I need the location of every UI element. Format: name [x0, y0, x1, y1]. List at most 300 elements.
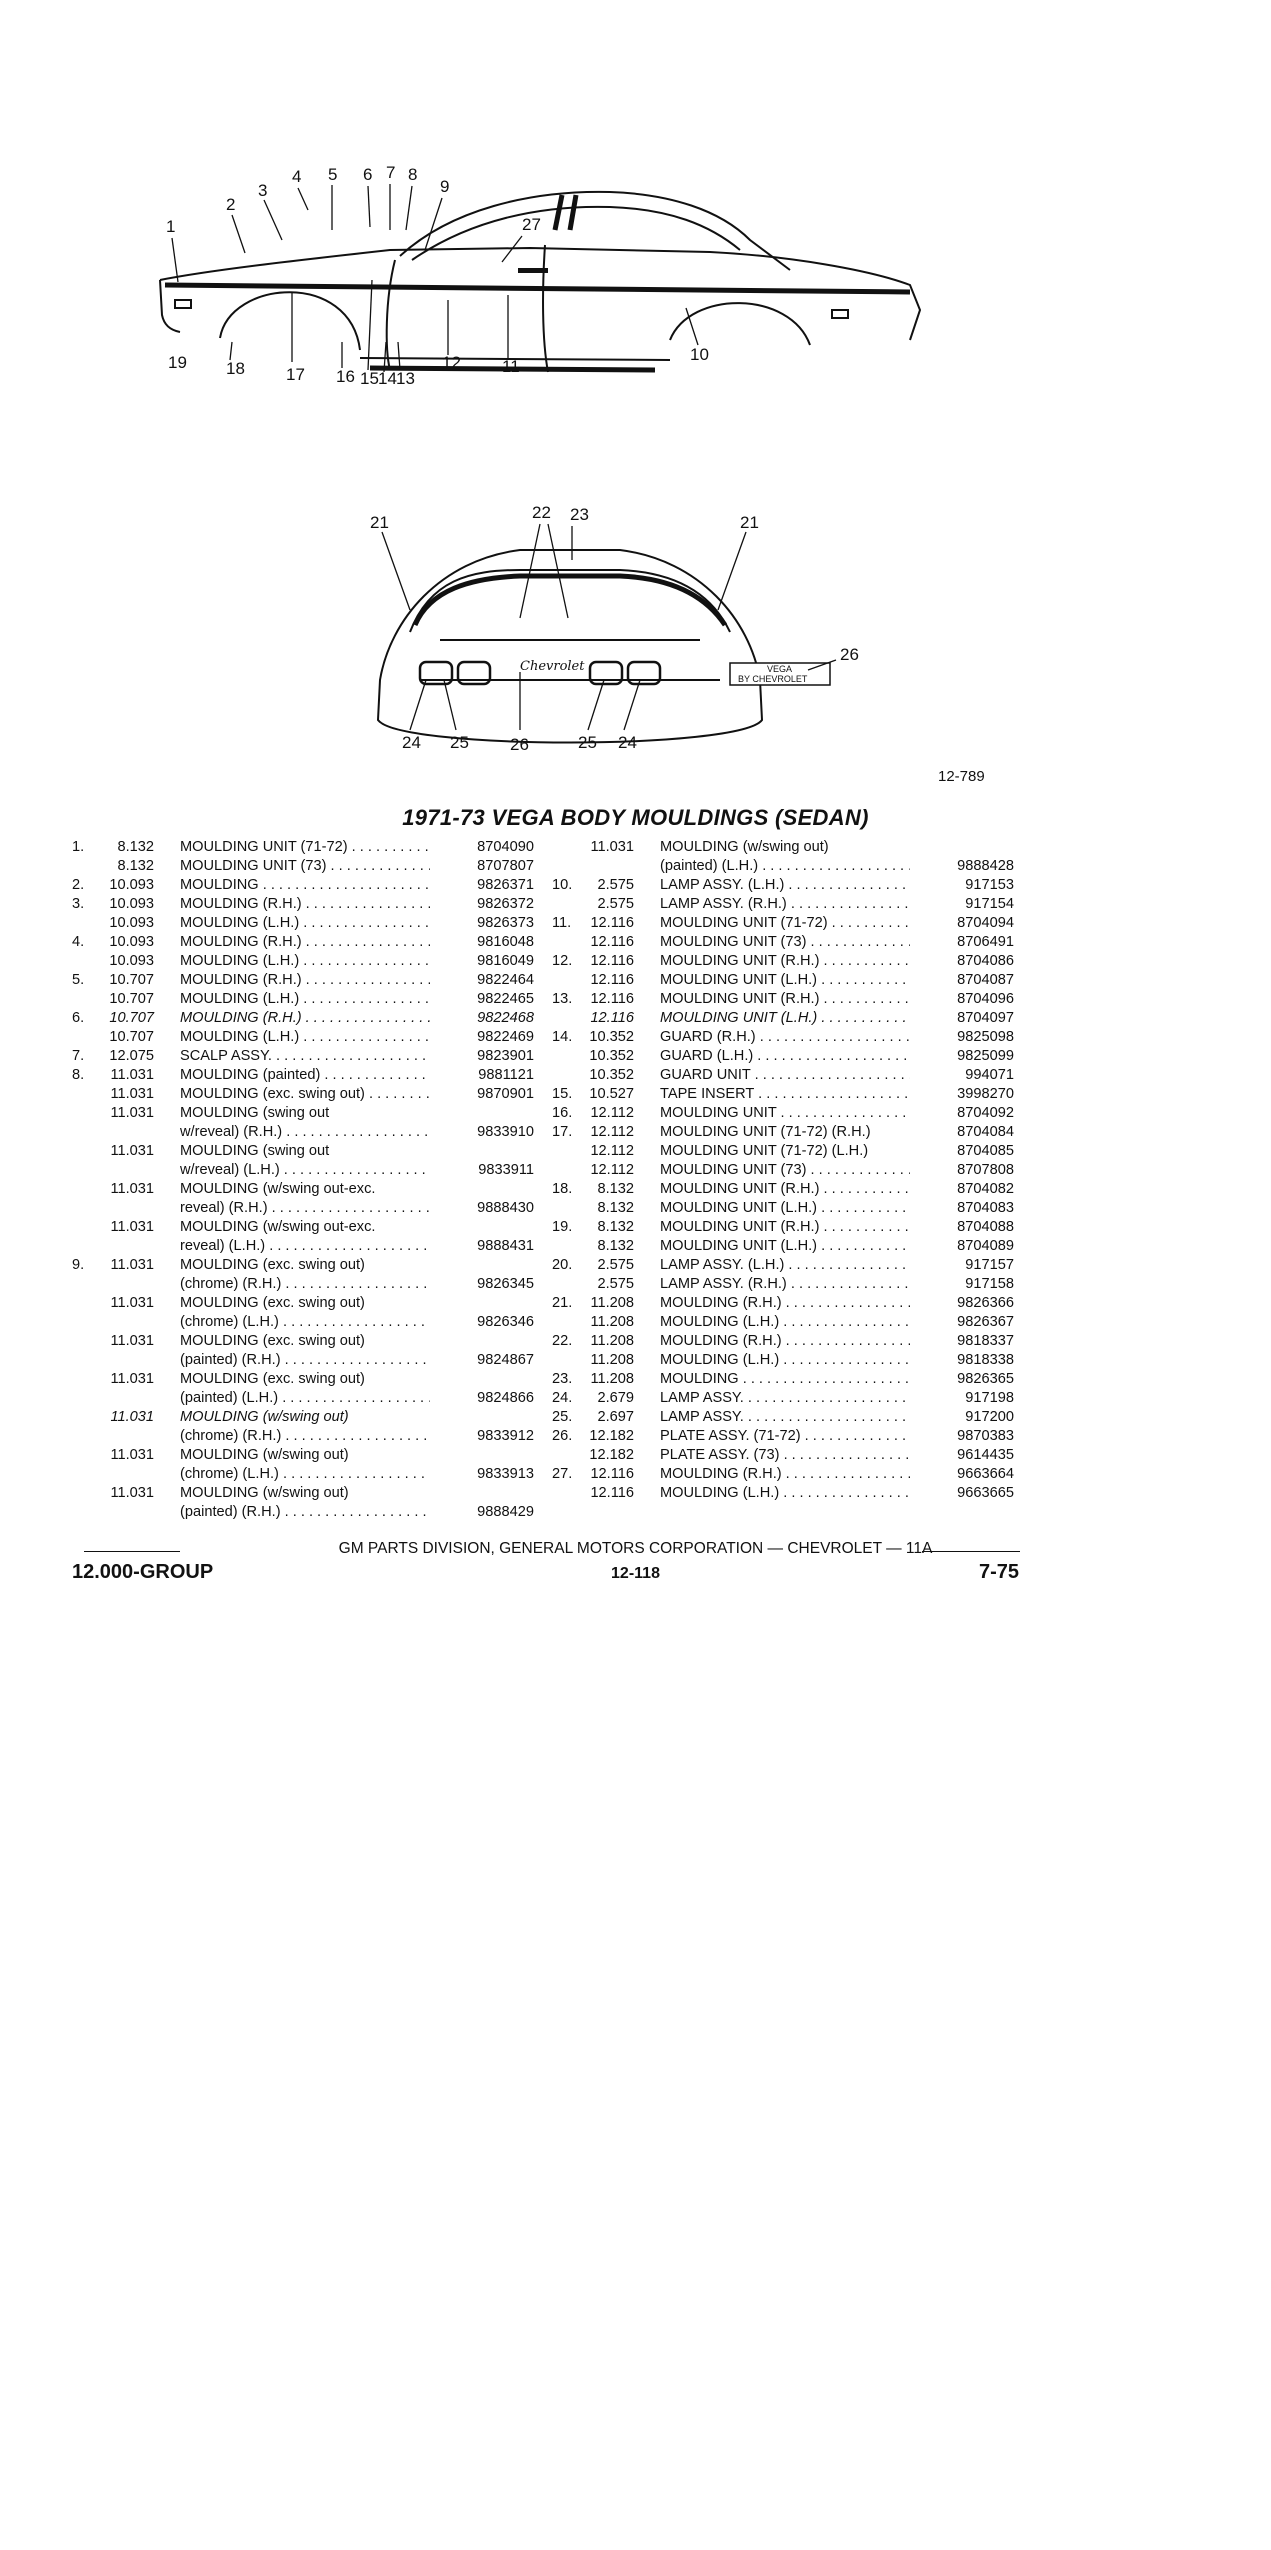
parts-row [72, 876, 534, 895]
parts-row [72, 895, 534, 914]
part-number: 9663665 [957, 1485, 1014, 1501]
group-number: 10.707 [109, 1029, 154, 1045]
group-number: 11.031 [590, 839, 634, 855]
part-description: MOULDING (L.H.) . . . [660, 1484, 910, 1503]
item-number: 6. [72, 1010, 85, 1026]
part-description: MOULDING (L.H.) . . . [180, 952, 430, 971]
group-number: 12.116 [590, 1010, 634, 1026]
part-description: MOULDING . . . [660, 1370, 910, 1389]
part-description: MOULDING (swing out [180, 1105, 330, 1121]
parts-row [552, 1218, 1014, 1237]
part-number: 9870383 [957, 1428, 1014, 1444]
part-number: 8704082 [957, 1181, 1014, 1197]
part-description: MOULDING (R.H.) . . . [660, 1465, 910, 1484]
part-number: 9818338 [957, 1352, 1014, 1368]
parts-row [72, 1028, 534, 1047]
side-callout: 10 [690, 345, 709, 364]
rear-callout: 22 [532, 503, 551, 522]
part-description: MOULDING (exc. swing out) [180, 1257, 365, 1273]
parts-row [72, 1123, 534, 1142]
item-number: 3. [72, 896, 85, 912]
part-number: 9816049 [477, 953, 534, 969]
parts-row [552, 990, 1014, 1009]
part-description: MOULDING UNIT (71-72) . . . [180, 838, 430, 857]
parts-row [72, 914, 534, 933]
parts-row [552, 914, 1014, 933]
group-number: 12.112 [590, 1124, 634, 1140]
item-number: 22. [552, 1333, 573, 1349]
side-callout: 4 [292, 167, 302, 186]
side-callout: 19 [168, 353, 187, 372]
item-number: 12. [552, 953, 573, 969]
footer-division: GM PARTS DIVISION, GENERAL MOTORS CORPORATION — CHEVROLET — 11A [338, 1540, 933, 1557]
side-callout: 16 [336, 367, 355, 386]
parts-row [552, 1142, 1014, 1161]
rear-callout: 26 [510, 735, 529, 754]
group-number: 10.093 [109, 915, 154, 931]
part-number: 9825098 [957, 1029, 1014, 1045]
parts-row [552, 1332, 1014, 1351]
part-description: MOULDING UNIT (73) . . . [660, 1161, 910, 1180]
item-number: 16. [552, 1105, 573, 1121]
parts-row [72, 1161, 534, 1180]
item-number: 17. [552, 1124, 573, 1140]
side-callout: 6 [363, 165, 373, 184]
side-callout: 1 [166, 217, 176, 236]
group-number: 10.352 [589, 1048, 634, 1064]
parts-row [72, 838, 534, 857]
part-description: GUARD (R.H.) . . . [660, 1028, 910, 1047]
part-number: 8704085 [957, 1143, 1014, 1159]
part-number: 994071 [965, 1067, 1014, 1083]
group-number: 2.575 [597, 1276, 634, 1292]
figure-reference-code: 12-789 [938, 768, 985, 785]
parts-row [72, 1275, 534, 1294]
part-number: 9881121 [478, 1067, 534, 1083]
group-number: 11.208 [590, 1333, 634, 1349]
part-number: 9826365 [957, 1371, 1014, 1387]
group-number: 12.112 [590, 1143, 634, 1159]
part-description: reveal) (L.H.) . . . [180, 1237, 430, 1256]
parts-row [72, 1408, 534, 1427]
parts-row [72, 1104, 534, 1123]
parts-row [552, 1047, 1014, 1066]
group-number: 11.208 [590, 1314, 634, 1330]
group-number: 11.208 [590, 1371, 634, 1387]
part-number: 3998270 [957, 1086, 1014, 1102]
parts-row [72, 1142, 534, 1161]
parts-row [552, 1313, 1014, 1332]
group-number: 2.575 [597, 1257, 634, 1273]
part-description: MOULDING (R.H.) . . . [660, 1294, 910, 1313]
part-description: MOULDING (R.H.) . . . [180, 933, 430, 952]
parts-row [552, 1370, 1014, 1389]
part-description: MOULDING . . . [180, 876, 430, 895]
part-number: 8704097 [957, 1010, 1014, 1026]
part-number: 8704089 [957, 1238, 1014, 1254]
parts-row [552, 1009, 1014, 1028]
part-number: 917200 [965, 1409, 1014, 1425]
group-number: 11.031 [110, 1257, 154, 1273]
group-number: 12.112 [590, 1105, 634, 1121]
parts-row [72, 1066, 534, 1085]
part-description: reveal) (R.H.) . . . [180, 1199, 430, 1218]
part-description: MOULDING UNIT (71-72) . . . [660, 914, 910, 933]
part-description: MOULDING (w/swing out) [660, 839, 829, 855]
plate-line-2: BY CHEVROLET [738, 674, 808, 684]
side-callout: 2 [226, 195, 236, 214]
group-number: 10.707 [109, 972, 154, 988]
parts-row [72, 1180, 534, 1199]
part-description: (chrome) (L.H.) . . . [180, 1313, 430, 1332]
item-number: 9. [72, 1257, 85, 1273]
item-number: 7. [72, 1048, 85, 1064]
part-number: 8704086 [957, 953, 1014, 969]
part-number: 9822468 [477, 1010, 534, 1026]
group-number: 12.075 [109, 1048, 154, 1064]
part-description: MOULDING (exc. swing out) [180, 1371, 365, 1387]
parts-row [552, 1028, 1014, 1047]
part-number: 9816048 [477, 934, 534, 950]
part-description: LAMP ASSY. (L.H.) . . . [660, 876, 910, 895]
item-number: 5. [72, 972, 85, 988]
part-description: MOULDING (R.H.) . . . [180, 971, 430, 990]
parts-row [552, 876, 1014, 895]
side-callout: 9 [440, 177, 450, 196]
part-number: 8704088 [957, 1219, 1014, 1235]
group-number: 11.031 [110, 1086, 154, 1102]
part-description: TAPE INSERT . . . [660, 1085, 910, 1104]
parts-row [72, 1465, 534, 1484]
part-description: LAMP ASSY. (L.H.) . . . [660, 1256, 910, 1275]
part-number: 9822464 [477, 972, 534, 988]
part-description: MOULDING UNIT (R.H.) . . . [660, 990, 910, 1009]
group-number: 8.132 [597, 1200, 634, 1216]
group-number: 8.132 [597, 1238, 634, 1254]
side-callout: 13 [396, 369, 415, 388]
item-number: 8. [72, 1067, 85, 1083]
group-number: 10.093 [109, 953, 154, 969]
parts-row [552, 1294, 1014, 1313]
group-number: 2.679 [597, 1390, 634, 1406]
part-number: 9870901 [477, 1086, 534, 1102]
group-number: 12.116 [590, 972, 634, 988]
rear-callout: 21 [370, 513, 389, 532]
part-description: LAMP ASSY. (R.H.) . . . [660, 1275, 910, 1294]
parts-list-right [552, 838, 1014, 1503]
part-description: MOULDING (exc. swing out) [180, 1333, 365, 1349]
item-number: 25. [552, 1409, 573, 1425]
part-description: LAMP ASSY. . . . [660, 1389, 910, 1408]
part-number: 8704096 [957, 991, 1014, 1007]
part-number: 917154 [965, 896, 1014, 912]
part-number: 9826346 [477, 1314, 534, 1330]
rear-callout: 24 [618, 733, 637, 752]
parts-row [72, 1370, 534, 1389]
part-number: 917158 [965, 1276, 1014, 1292]
footer-date: 7-75 [978, 1561, 1019, 1583]
parts-row [552, 1104, 1014, 1123]
parts-row [552, 838, 1014, 857]
part-number: 9822469 [477, 1029, 534, 1045]
parts-row [552, 1408, 1014, 1427]
parts-row [72, 1047, 534, 1066]
group-number: 10.352 [589, 1029, 634, 1045]
parts-row [72, 990, 534, 1009]
item-number: 1. [72, 839, 85, 855]
rear-callout: 25 [578, 733, 597, 752]
parts-row [72, 1446, 534, 1465]
part-number: 9833913 [477, 1466, 534, 1482]
part-number: 9824867 [477, 1352, 534, 1368]
parts-row [72, 1503, 534, 1522]
parts-row [552, 1199, 1014, 1218]
part-number: 8704092 [957, 1105, 1014, 1121]
parts-row [72, 857, 534, 876]
part-description: MOULDING (w/swing out) [180, 1409, 349, 1425]
part-description: MOULDING (L.H.) . . . [180, 990, 430, 1009]
parts-row [72, 1294, 534, 1313]
item-number: 21. [552, 1295, 573, 1311]
part-description: MOULDING UNIT (73) . . . [180, 857, 430, 876]
parts-row [552, 1123, 1014, 1142]
part-description: MOULDING (L.H.) . . . [180, 1028, 430, 1047]
side-view-diagram [150, 110, 950, 470]
part-description: (painted) (R.H.) . . . [180, 1503, 430, 1522]
side-callout: 15 [360, 369, 379, 388]
group-number: 12.116 [590, 953, 634, 969]
part-description: MOULDING (R.H.) . . . [180, 1009, 430, 1028]
part-description: (chrome) (R.H.) . . . [180, 1275, 430, 1294]
page-title: 1971-73 VEGA BODY MOULDINGS (SEDAN) [402, 805, 869, 830]
parts-row [552, 1275, 1014, 1294]
part-number: 9822465 [477, 991, 534, 1007]
group-number: 8.132 [597, 1181, 634, 1197]
part-description: (painted) (L.H.) . . . [180, 1389, 430, 1408]
group-number: 11.031 [110, 1485, 154, 1501]
side-callout: 18 [226, 359, 245, 378]
part-number: 9888429 [477, 1504, 534, 1520]
parts-row [72, 1484, 534, 1503]
parts-row [72, 1218, 534, 1237]
parts-row [552, 1427, 1014, 1446]
part-description: MOULDING (w/swing out-exc. [180, 1181, 376, 1197]
group-number: 11.031 [110, 1333, 154, 1349]
parts-row [552, 1389, 1014, 1408]
parts-row [72, 1199, 534, 1218]
part-number: 8704084 [957, 1124, 1014, 1140]
part-number: 9826373 [477, 915, 534, 931]
part-description: GUARD (L.H.) . . . [660, 1047, 910, 1066]
part-number: 8704090 [477, 839, 534, 855]
parts-row [552, 1066, 1014, 1085]
part-number: 9663664 [957, 1466, 1014, 1482]
part-number: 8707807 [477, 858, 534, 874]
item-number: 23. [552, 1371, 573, 1387]
group-number: 12.116 [590, 1466, 634, 1482]
parts-row [552, 933, 1014, 952]
parts-list-left [72, 838, 534, 1522]
parts-row [552, 857, 1014, 876]
group-number: 8.132 [117, 858, 154, 874]
rear-callout: 21 [740, 513, 759, 532]
group-number: 10.093 [109, 934, 154, 950]
side-callout: 11 [502, 357, 520, 376]
part-number: 9826371 [477, 877, 534, 893]
part-description: MOULDING UNIT (L.H.) . . . [660, 1199, 910, 1218]
parts-row [552, 1237, 1014, 1256]
rear-callout: 26 [840, 645, 859, 664]
group-number: 11.031 [110, 1219, 154, 1235]
part-description: MOULDING (L.H.) . . . [660, 1351, 910, 1370]
item-number: 14. [552, 1029, 573, 1045]
parts-row [72, 1332, 534, 1351]
part-description: MOULDING UNIT (R.H.) . . . [660, 1180, 910, 1199]
part-number: 9818337 [957, 1333, 1014, 1349]
group-number: 12.182 [589, 1447, 634, 1463]
parts-row [552, 1085, 1014, 1104]
part-number: 9826345 [477, 1276, 534, 1292]
part-description: MOULDING (painted) . . . [180, 1066, 430, 1085]
group-number: 11.031 [110, 1295, 154, 1311]
item-number: 15. [552, 1086, 573, 1102]
group-number: 11.208 [590, 1295, 634, 1311]
side-callout: 17 [286, 365, 305, 384]
plate-line-1: VEGA [767, 664, 793, 674]
side-callout: 7 [386, 163, 396, 182]
part-description: SCALP ASSY. . . . [180, 1047, 430, 1066]
group-number: 10.093 [109, 896, 154, 912]
part-description: MOULDING UNIT (73) . . . [660, 933, 910, 952]
part-number: 8704087 [957, 972, 1014, 988]
group-number: 2.575 [597, 896, 634, 912]
part-number: 9824866 [477, 1390, 534, 1406]
part-description: MOULDING UNIT (71-72) (R.H.) [660, 1124, 871, 1140]
part-number: 9888430 [477, 1200, 534, 1216]
side-callout: 14 [378, 369, 397, 388]
side-callout: 12 [442, 353, 461, 372]
part-number: 8704083 [957, 1200, 1014, 1216]
group-number: 11.208 [590, 1352, 634, 1368]
parts-row [552, 971, 1014, 990]
part-number: 9825099 [957, 1048, 1014, 1064]
parts-row [72, 1085, 534, 1104]
parts-row [72, 1237, 534, 1256]
item-number: 19. [552, 1219, 573, 1235]
group-number: 11.031 [110, 1371, 154, 1387]
part-description: MOULDING (swing out [180, 1143, 330, 1159]
part-description: MOULDING (w/swing out) [180, 1485, 349, 1501]
rear-emblem: Chevrolet [520, 659, 585, 674]
group-number: 11.031 [110, 1447, 154, 1463]
group-number: 12.116 [590, 991, 634, 1007]
group-number: 12.182 [589, 1428, 634, 1444]
group-number: 11.031 [110, 1409, 154, 1425]
group-number: 11.031 [110, 1181, 154, 1197]
part-description: MOULDING UNIT (L.H.) . . . [660, 971, 910, 990]
part-description: LAMP ASSY. (R.H.) . . . [660, 895, 910, 914]
side-callout: 3 [258, 181, 268, 200]
part-number: 9833912 [477, 1428, 534, 1444]
part-number: 8704094 [957, 915, 1014, 931]
part-description: GUARD UNIT . . . [660, 1066, 910, 1085]
parts-row [552, 1351, 1014, 1370]
part-number: 9614435 [957, 1447, 1014, 1463]
part-description: PLATE ASSY. (73) . . . [660, 1446, 910, 1465]
parts-row [552, 1256, 1014, 1275]
part-description: MOULDING UNIT (71-72) (L.H.) [660, 1143, 869, 1159]
part-number: 9888428 [957, 858, 1014, 874]
parts-row [72, 971, 534, 990]
part-description: MOULDING UNIT (L.H.) . . . [660, 1009, 910, 1028]
group-number: 11.031 [110, 1067, 154, 1083]
group-number: 10.707 [109, 1010, 154, 1026]
part-description: MOULDING (exc. swing out) [180, 1295, 365, 1311]
item-number: 10. [552, 877, 573, 893]
group-number: 10.707 [109, 991, 154, 1007]
item-number: 13. [552, 991, 573, 1007]
group-number: 2.575 [597, 877, 634, 893]
part-description: MOULDING UNIT (R.H.) . . . [660, 952, 910, 971]
side-callout: 5 [328, 165, 338, 184]
group-number: 12.116 [590, 915, 634, 931]
part-number: 9826372 [477, 896, 534, 912]
part-number: 8707808 [957, 1162, 1014, 1178]
part-description: MOULDING (w/swing out) [180, 1447, 349, 1463]
part-description: LAMP ASSY. . . . [660, 1408, 910, 1427]
parts-row [72, 1351, 534, 1370]
part-description: MOULDING (R.H.) . . . [180, 895, 430, 914]
parts-row [72, 952, 534, 971]
part-number: 9833911 [478, 1162, 534, 1178]
part-description: MOULDING UNIT (L.H.) . . . [660, 1237, 910, 1256]
part-description: w/reveal) (R.H.) . . . [180, 1123, 430, 1142]
part-number: 9826367 [957, 1314, 1014, 1330]
group-number: 11.031 [110, 1143, 154, 1159]
part-description: MOULDING UNIT . . . [660, 1104, 910, 1123]
footer-group: 12.000-GROUP [72, 1561, 214, 1583]
parts-row [72, 1009, 534, 1028]
parts-row [552, 895, 1014, 914]
parts-row [552, 1465, 1014, 1484]
part-description: (painted) (L.H.) . . . [660, 857, 910, 876]
parts-row [552, 1446, 1014, 1465]
group-number: 12.112 [590, 1162, 634, 1178]
group-number: 10.093 [109, 877, 154, 893]
item-number: 27. [552, 1466, 573, 1482]
rear-view-diagram [360, 500, 920, 800]
parts-row [72, 1256, 534, 1275]
group-number: 8.132 [117, 839, 154, 855]
group-number: 2.697 [597, 1409, 634, 1425]
group-number: 11.031 [110, 1105, 154, 1121]
part-description: PLATE ASSY. (71-72) . . . [660, 1427, 910, 1446]
part-number: 9823901 [477, 1048, 534, 1064]
group-number: 10.352 [589, 1067, 634, 1083]
item-number: 18. [552, 1181, 573, 1197]
part-description: MOULDING (L.H.) . . . [660, 1313, 910, 1332]
item-number: 24. [552, 1390, 573, 1406]
part-number: 8706491 [957, 934, 1014, 950]
item-number: 4. [72, 934, 85, 950]
part-description: MOULDING (exc. swing out) . . . [180, 1085, 430, 1104]
part-number: 9888431 [477, 1238, 534, 1254]
part-number: 917153 [965, 877, 1014, 893]
parts-row [72, 1427, 534, 1446]
parts-row [72, 1389, 534, 1408]
part-description: MOULDING UNIT (R.H.) . . . [660, 1218, 910, 1237]
parts-row [72, 933, 534, 952]
